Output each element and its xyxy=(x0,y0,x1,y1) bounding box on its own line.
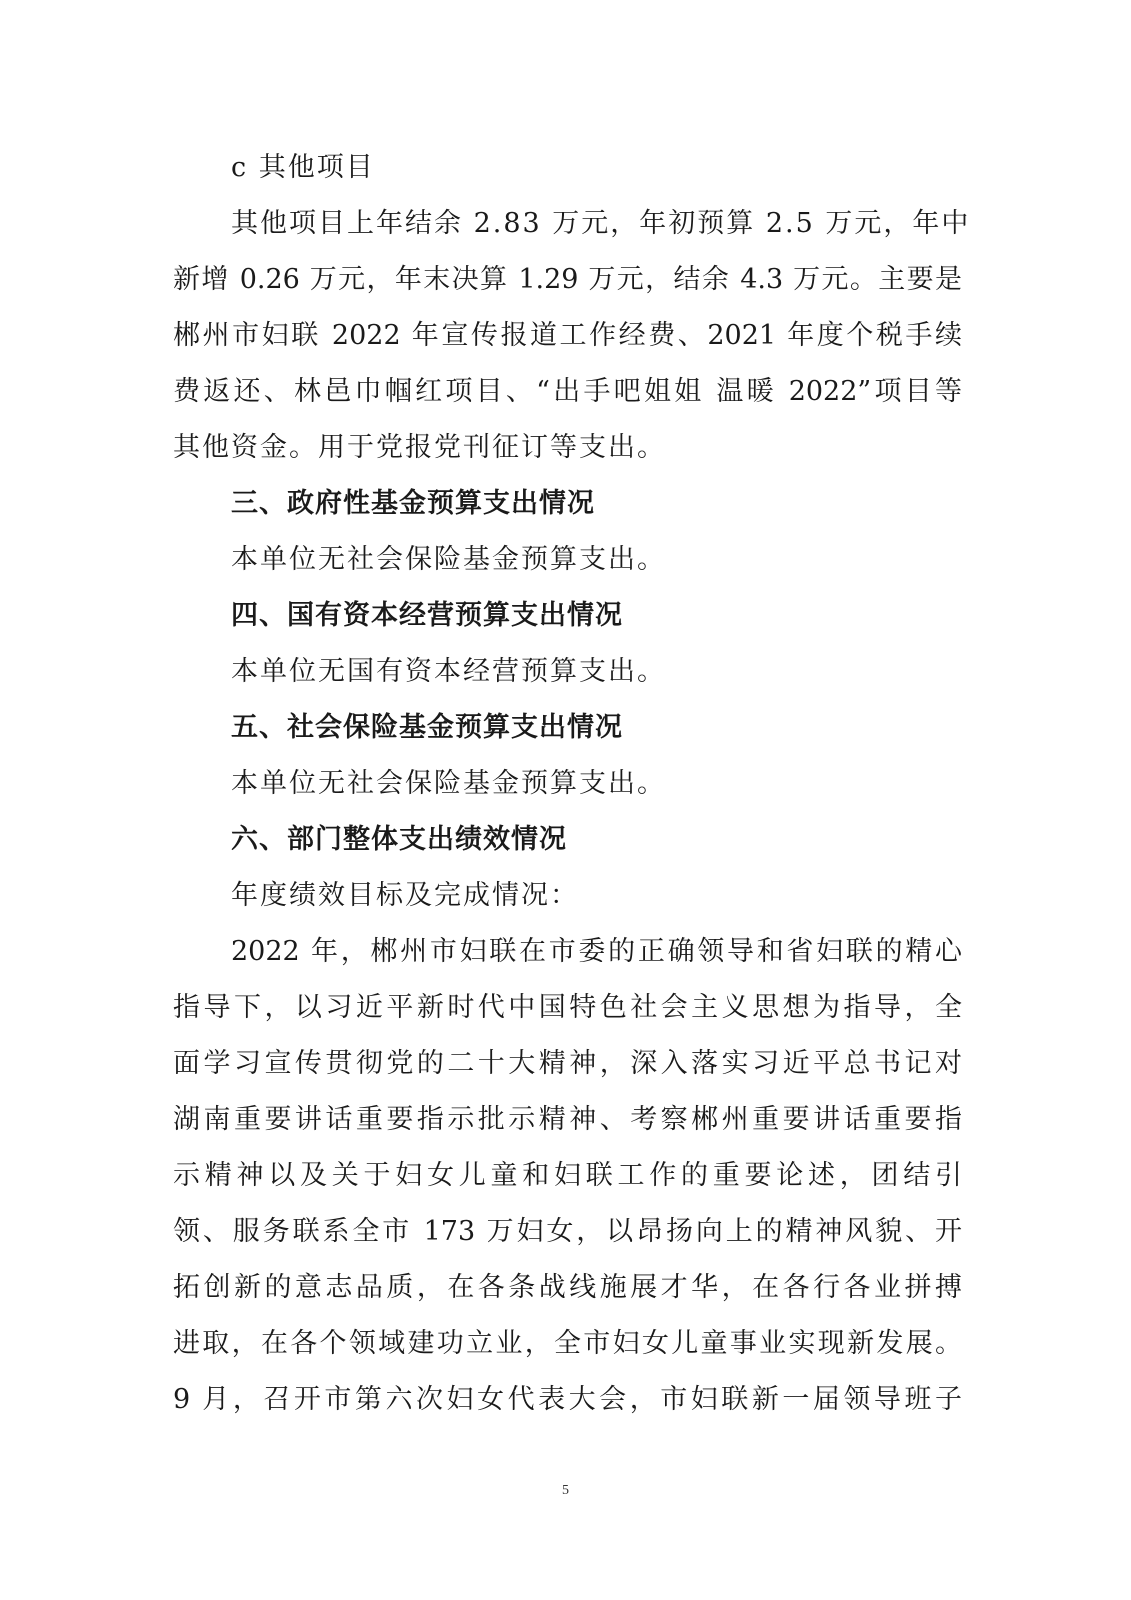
section-4-text: 本单位无国有资本经营预算支出。 xyxy=(231,656,666,687)
section-heading-6: 六、部门整体支出绩效情况 xyxy=(231,824,567,855)
paragraph-line: 其他项目上年结余 2.83 万元，年初预算 2.5 万元，年中 xyxy=(231,208,971,239)
paragraph-line: 指导下，以习近平新时代中国特色社会主义思想为指导，全 xyxy=(173,992,962,1023)
paragraph-line: 2022 年，郴州市妇联在市委的正确领导和省妇联的精心 xyxy=(231,936,962,967)
paragraph-line: 9 月，召开市第六次妇女代表大会，市妇联新一届领导班子 xyxy=(173,1384,962,1415)
section-heading-5: 五、社会保险基金预算支出情况 xyxy=(231,712,623,743)
paragraph-line: 领、服务联系全市 173 万妇女，以昂扬向上的精神风貌、开 xyxy=(173,1216,962,1247)
paragraph-line: 湖南重要讲话重要指示批示精神、考察郴州重要讲话重要指 xyxy=(173,1104,962,1135)
paragraph-line: 费返还、林邑巾帼红项目、“出手吧姐姐 温暖 2022”项目等 xyxy=(173,376,962,407)
paragraph-line: 郴州市妇联 2022 年宣传报道工作经费、2021 年度个税手续 xyxy=(173,320,962,351)
paragraph-line: 进取，在各个领域建功立业，全市妇女儿童事业实现新发展。 xyxy=(173,1328,962,1359)
section-6-subheading: 年度绩效目标及完成情况： xyxy=(231,880,579,911)
section-3-text: 本单位无社会保险基金预算支出。 xyxy=(231,544,666,575)
section-heading-4: 四、国有资本经营预算支出情况 xyxy=(231,600,623,631)
section-5-text: 本单位无社会保险基金预算支出。 xyxy=(231,768,666,799)
section-heading-3: 三、政府性基金预算支出情况 xyxy=(231,488,595,519)
paragraph-line: 拓创新的意志品质，在各条战线施展才华，在各行各业拼搏 xyxy=(173,1272,962,1303)
subsection-c-title: c 其他项目 xyxy=(231,152,375,183)
paragraph-line: 面学习宣传贯彻党的二十大精神，深入落实习近平总书记对 xyxy=(173,1048,962,1079)
paragraph-line: 其他资金。用于党报党刊征订等支出。 xyxy=(173,432,666,463)
page-number: 5 xyxy=(562,1483,569,1498)
paragraph-line: 示精神以及关于妇女儿童和妇联工作的重要论述，团结引 xyxy=(173,1160,962,1191)
paragraph-line: 新增 0.26 万元，年末决算 1.29 万元，结余 4.3 万元。主要是 xyxy=(173,264,962,295)
